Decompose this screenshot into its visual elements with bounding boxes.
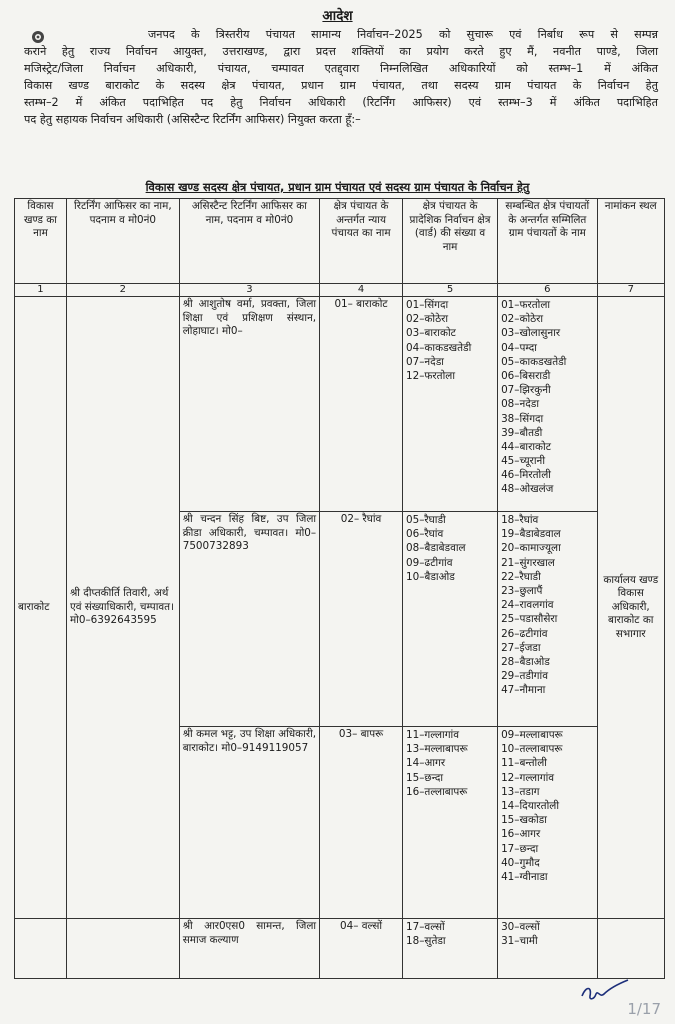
list-item: 02–कोठेरा bbox=[406, 313, 449, 326]
gp-list bbox=[498, 727, 597, 919]
list-item: 48–ओखलंज bbox=[501, 483, 554, 496]
list-item: 04–काकडखतेडी bbox=[406, 341, 472, 354]
intro-paragraph bbox=[24, 26, 658, 128]
gp-list bbox=[498, 297, 597, 512]
list-item: 09–ढटीगांव bbox=[406, 556, 453, 569]
gp-list bbox=[498, 512, 597, 727]
list-item: 10–बैडाओड bbox=[406, 570, 455, 583]
list-item: 09–मल्लाबापरू bbox=[501, 729, 563, 741]
list-item: 18–सुतेडा bbox=[406, 935, 446, 948]
table-cell-empty bbox=[597, 919, 664, 979]
column-number: 5 bbox=[403, 284, 498, 297]
list-item: 14–दियारतोली bbox=[501, 799, 560, 812]
list-item: 46–मिरतोली bbox=[501, 469, 551, 482]
block-name-cell: बाराकोट bbox=[15, 297, 67, 919]
list-item: 16–आगर bbox=[501, 828, 541, 841]
signature bbox=[580, 978, 630, 1006]
list-item: 05–रैघाडी bbox=[406, 514, 446, 526]
aro-cell: श्री चन्दन सिंह बिष्ट, उप जिला क्रीडा अधिकारी, चम्पावत। मो0–7500732893 bbox=[179, 512, 319, 727]
gp-list bbox=[498, 919, 597, 979]
list-item: 02–कोठेरा bbox=[501, 313, 544, 326]
list-item: 25–पडासौसेरा bbox=[501, 613, 558, 626]
list-item: 20–कामाज्यूला bbox=[501, 542, 561, 555]
list-item: 11–गल्लागांव bbox=[406, 729, 460, 741]
list-item: 08–नदेडा bbox=[501, 398, 540, 411]
nyay-cell: 03– बापरू bbox=[320, 727, 403, 919]
page-title: आदेश bbox=[322, 8, 353, 24]
list-item: 47–नौमाना bbox=[501, 684, 546, 697]
list-item: 40–गुमौद bbox=[501, 856, 540, 869]
intro-line: पद हेतु सहायक निर्वाचन अधिकारी (असिस्टैन्ट रिटर्निंग आफिसर) नियुक्त करता हूँ:– bbox=[24, 113, 361, 126]
table-cell-empty bbox=[66, 919, 179, 979]
list-item: 12–गल्लागांव bbox=[501, 771, 555, 784]
table-row bbox=[15, 919, 665, 979]
list-item: 27–ईजडा bbox=[501, 641, 541, 654]
list-item: 06–रैघांव bbox=[406, 528, 444, 541]
list-item: 08–बैडाबेडवाल bbox=[406, 542, 466, 555]
list-item: 15–छन्दा bbox=[406, 771, 444, 784]
section-subtitle: विकास खण्ड सदस्य क्षेत्र पंचायत, प्रधान ग्राम पंचायत एवं सदस्य ग्राम पंचायत के निर्वाचन हेतु bbox=[145, 180, 530, 194]
nomination-place-cell: कार्यालय खण्ड विकास अधिकारी, बाराकोट का सभागार bbox=[597, 297, 664, 919]
column-number-row bbox=[15, 284, 665, 297]
ward-list bbox=[403, 919, 498, 979]
column-number: 2 bbox=[66, 284, 179, 297]
column-number: 3 bbox=[179, 284, 319, 297]
list-item: 10–तल्लाबापरू bbox=[501, 743, 563, 756]
header-gram-panchayat: सम्बन्धित क्षेत्र पंचायतों के अन्तर्गत सम्मिलित ग्राम पंचायतों के नाम bbox=[498, 199, 597, 284]
list-item: 18–रैघांव bbox=[501, 514, 539, 526]
list-item: 03–बाराकोट bbox=[406, 327, 456, 340]
officer-table bbox=[14, 198, 665, 979]
list-item: 17–छन्दा bbox=[501, 842, 539, 855]
intro-line: मजिस्ट्रेट/जिला निर्वाचन अधिकारी, पंचायत, चम्पावत एतद्द्वारा निम्नलिखित अधिकारियों को स्तम्भ–1 में अंकित bbox=[24, 62, 658, 75]
list-item: 12–फरतोला bbox=[406, 369, 456, 382]
list-item: 01–फरतोला bbox=[501, 299, 551, 311]
list-item: 14–आगर bbox=[406, 757, 446, 770]
list-item: 13–तडाग bbox=[501, 785, 540, 798]
table-cell-empty bbox=[15, 919, 67, 979]
list-item: 21–सुंगरखाल bbox=[501, 556, 555, 569]
column-number: 1 bbox=[15, 284, 67, 297]
intro-line: स्तम्भ–2 में अंकित पदाभिहित पद हेतु निर्वाचन अधिकारी (रिटर्निंग आफिसर) एवं स्तम्भ–3 में अंकित पदाभिहित bbox=[24, 96, 658, 109]
header-assistant-returning-officer: असिस्टैन्ट रिटर्निंग आफिसर का नाम, पदनाम व मो0नं0 bbox=[179, 199, 319, 284]
list-item: 19–बैडाबेडवाल bbox=[501, 528, 561, 541]
header-nyay-panchayat: क्षेत्र पंचायत के अन्तर्गत न्याय पंचायत का नाम bbox=[320, 199, 403, 284]
list-item: 45–च्यूरानी bbox=[501, 455, 546, 468]
ward-list bbox=[403, 727, 498, 919]
list-item: 41–ग्वीनाडा bbox=[501, 870, 548, 883]
list-item: 07–झिरकुनी bbox=[501, 384, 551, 397]
page-indicator: 1/17 bbox=[627, 1000, 661, 1018]
intro-line: विकास खण्ड बाराकोट के सदस्य क्षेत्र पंचायत, प्रधान ग्राम पंचायत, तथा सदस्य ग्राम पंचायत के निर्वाचन हेतु bbox=[24, 79, 658, 92]
list-item: 29–तडीगांव bbox=[501, 670, 548, 683]
aro-cell: श्री आशुतोष वर्मा, प्रवक्ता, जिला शिक्षा एवं प्रशिक्षण संस्थान, लोहाघाट। मो0– bbox=[179, 297, 319, 512]
list-item: 07–नदेडा bbox=[406, 355, 444, 368]
intro-line: जनपद के त्रिस्तरीय पंचायत सामान्य निर्वाचन–2025 को सुचारू एवं निर्बाध रूप से सम्पन्न bbox=[148, 28, 658, 41]
list-item: 11–बन्तोली bbox=[501, 757, 547, 770]
header-nomination-place: नामांकन स्थल bbox=[597, 199, 664, 284]
header-returning-officer: रिटर्निंग आफिसर का नाम, पदनाम व मो0नं0 bbox=[66, 199, 179, 284]
list-item: 31–चामी bbox=[501, 935, 538, 948]
header-block-name: विकास खण्ड का नाम bbox=[15, 199, 67, 284]
list-item: 38–सिंगदा bbox=[501, 412, 544, 425]
table-header-row bbox=[15, 199, 665, 284]
list-item: 01–सिंगदा bbox=[406, 299, 449, 311]
list-item: 15–खकोडा bbox=[501, 814, 547, 827]
list-item: 28–बैडाओड bbox=[501, 655, 550, 668]
ward-list bbox=[403, 297, 498, 512]
list-item: 05–काकडखतेडी bbox=[501, 355, 567, 368]
nyay-cell: 04– वल्सों bbox=[320, 919, 403, 979]
list-item: 06–बिसराडी bbox=[501, 369, 551, 382]
nyay-cell: 01– बाराकोट bbox=[320, 297, 403, 512]
header-ward: क्षेत्र पंचायत के प्रादेशिक निर्वाचन क्षेत्र (वार्ड) की संख्या व नाम bbox=[403, 199, 498, 284]
list-item: 23–छुलापैं bbox=[501, 584, 543, 597]
aro-cell: श्री आर0एस0 सामन्त, जिला समाज कल्याण bbox=[179, 919, 319, 979]
list-item: 17–वल्सों bbox=[406, 921, 445, 933]
list-item: 26–ढटीगांव bbox=[501, 627, 548, 640]
column-number: 4 bbox=[320, 284, 403, 297]
list-item: 03–खोलासुनार bbox=[501, 327, 561, 340]
list-item: 04–पम्दा bbox=[501, 341, 537, 354]
column-number: 6 bbox=[498, 284, 597, 297]
list-item: 44–बाराकोट bbox=[501, 440, 551, 453]
list-item: 16–तल्लाबापरू bbox=[406, 785, 468, 798]
list-item: 22–रैघाडी bbox=[501, 570, 541, 583]
column-number: 7 bbox=[597, 284, 664, 297]
nyay-cell: 02– रैघांव bbox=[320, 512, 403, 727]
list-item: 39–बौतडी bbox=[501, 426, 543, 439]
list-item: 24–रावलगांव bbox=[501, 599, 554, 612]
table-row bbox=[15, 297, 665, 512]
ward-list bbox=[403, 512, 498, 727]
list-item: 13–मल्लाबापरू bbox=[406, 743, 468, 756]
intro-line: कराने हेतु राज्य निर्वाचन आयुक्त, उत्तराखण्ड, द्वारा प्रदत्त शक्तियों का प्रयोग करते हुए मैं, नवनीत पाण्डे, जिला bbox=[24, 45, 658, 58]
list-item: 30–वल्सों bbox=[501, 921, 540, 933]
aro-cell: श्री कमल भट्ट, उप शिक्षा अधिकारी, बाराकोट। मो0–9149119057 bbox=[179, 727, 319, 919]
returning-officer-cell: श्री दीप्तकीर्ति तिवारी, अर्थ एवं संख्याधिकारी, चम्पावत। मो0–6392643595 bbox=[66, 297, 179, 919]
